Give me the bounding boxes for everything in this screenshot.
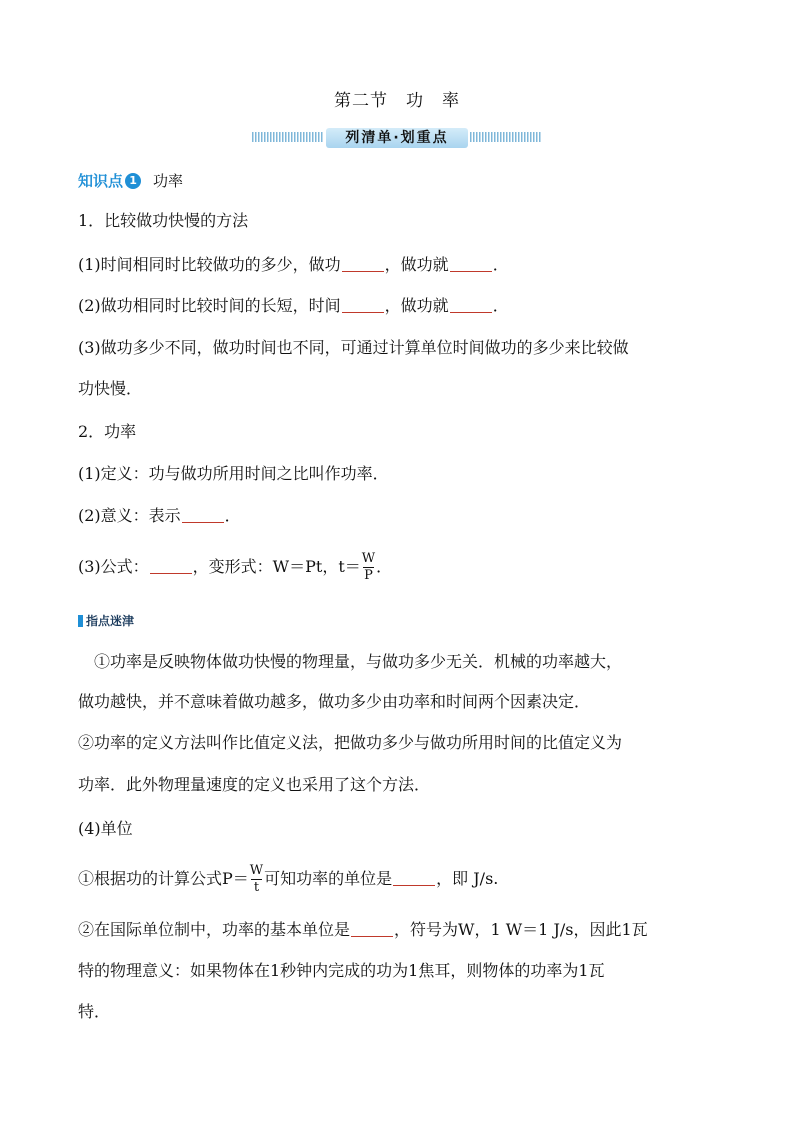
s2-formula: (3)公式： ，变形式：W＝Pt，t＝ $\frac{W}{P}$ ．: [78, 551, 393, 583]
unit-line-2: ②在国际单位制中，功率的基本单位是 ，符号为W，1 W＝1 J/s，因此1瓦: [78, 920, 648, 939]
blank-8: [351, 918, 393, 937]
s1-line-3: (3)做功多少不同，做功时间也不同，可通过计算单位时间做功的多少来比较做: [78, 338, 629, 357]
s1-line-2: (2)做功相同时比较时间的长短，时间 ，做功就 ．: [78, 296, 509, 315]
unit-line-3: 特的物理意义：如果物体在1秒钟内完成的功为1焦耳，则物体的功率为1瓦: [78, 961, 605, 980]
fraction-w-over-p: $\frac{W}{P}$: [361, 551, 376, 583]
blank-4: [450, 294, 492, 313]
blank-3: [342, 294, 384, 313]
knowledge-point-heading: [78, 170, 183, 191]
unit-line-1: ①根据功的计算公式P＝ $\frac{W}{t}$ 可知功率的单位是 ，即 J/s.: [78, 863, 499, 895]
blank-2: [450, 253, 492, 272]
knowledge-point-number: 1: [125, 173, 141, 189]
knowledge-point-name: 功率: [153, 172, 184, 190]
tip-label: 指点迷津: [78, 612, 134, 629]
s2-definition: (1)定义：功与做功所用时间之比叫作功率．: [78, 464, 389, 483]
s2-meaning: (2)意义：表示 ．: [78, 506, 241, 525]
knowledge-point-tag: 知识点: [78, 172, 124, 190]
tip-paragraph-1b: 做功越快，并不意味着做功越多，做功多少由功率和时间两个因素决定．: [78, 692, 591, 711]
blank-1: [342, 253, 384, 272]
fraction-w-over-t: $\frac{W}{t}$: [249, 863, 264, 895]
banner-dots-right: [470, 132, 542, 142]
banner-dots-left: [252, 132, 324, 142]
tip-paragraph-2b: 功率．此外物理量速度的定义也采用了这个方法．: [78, 775, 431, 794]
s1-line-1: (1)时间相同时比较做功的多少，做功 ，做功就 ．: [78, 255, 509, 274]
section-banner: [252, 126, 542, 150]
unit-line-4: 特．: [78, 1002, 111, 1021]
blank-5: [182, 504, 224, 523]
tip-paragraph-2a: ②功率的定义方法叫作比值定义法，把做功多少与做功所用时间的比值定义为: [78, 733, 623, 752]
blank-7: [393, 867, 435, 886]
blank-6: [150, 555, 192, 574]
s1-heading: 1．比较做功快慢的方法: [78, 211, 249, 230]
unit-heading: (4)单位: [78, 819, 133, 838]
tip-paragraph-1a: ①功率是反映物体做功快慢的物理量，与做功多少无关．机械的功率越大，: [94, 652, 623, 671]
s1-line-4: 功快慢．: [78, 379, 143, 398]
s2-heading: 2．功率: [78, 422, 137, 441]
tip-marker-icon: [78, 615, 83, 627]
banner-label: 列清单·划重点: [326, 126, 468, 148]
page-title: 第二节 功 率: [334, 91, 460, 111]
